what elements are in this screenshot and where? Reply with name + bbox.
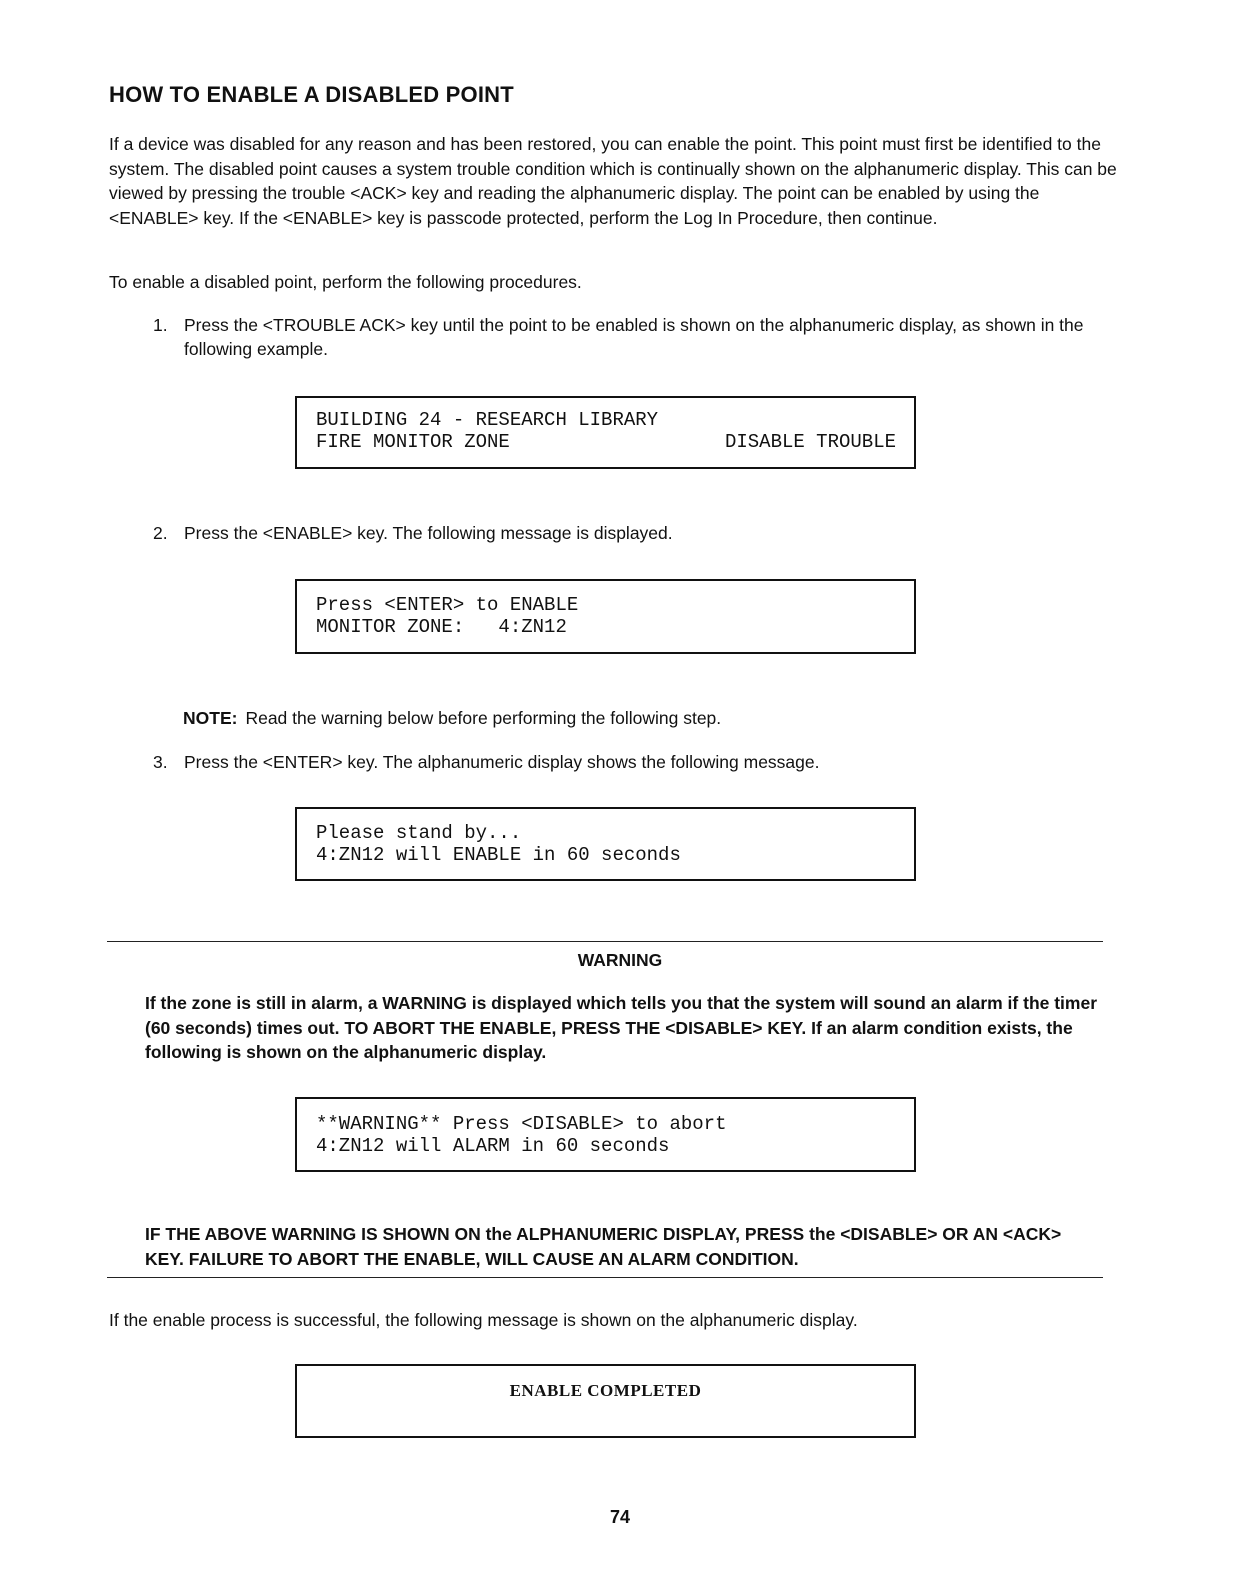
display-line-2: 4:ZN12 will ALARM in 60 seconds [316,1135,670,1157]
display-trouble-example [295,396,916,469]
display-line-1: Press <ENTER> to ENABLE [316,594,579,616]
step-text: Press the <TROUBLE ACK> key until the point to be enabled is shown on the alphanumeric display, as shown in the following example. [184,315,1084,359]
note [183,708,721,729]
step-number: 2. [153,523,168,543]
intro-paragraph: If a device was disabled for any reason and has been restored, you can enable the point. This point must first be identified to the system. The disabled point causes a system trouble condition which is continually shown on the alphanumeric display. This can be viewed by pressing the trouble <ACK> key and reading the alphanumeric display. The point can be enabled by using the <ENABLE> key. If the <ENABLE> key is passcode protected, perform the Log In Procedure, then continue. [109,134,1117,228]
display-line-2-status: DISABLE TROUBLE [724,431,896,453]
note-label: NOTE: [183,708,238,728]
page-number: 74 [609,1507,631,1527]
warning-bottom-rule [107,1277,1103,1278]
display-line-2: MONITOR ZONE: 4:ZN12 [316,616,567,638]
display-line-1: **WARNING** Press <DISABLE> to abort [316,1113,727,1135]
warning-body: If the zone is still in alarm, a WARNING is displayed which tells you that the system will sound an alarm if the timer (60 seconds) times out. TO ABORT THE ENABLE, PRESS THE <DISABLE> KEY. If an alarm condition exists, the following is shown on the alphanumeric display. [145,993,1098,1062]
step-text: Press the <ENTER> key. The alphanumeric display shows the following message. [184,752,820,772]
display-line-1: Please stand by... [316,822,522,844]
warning-top-rule [107,941,1103,942]
warning-caps-instruction: IF THE ABOVE WARNING IS SHOWN ON the ALPHANUMERIC DISPLAY, PRESS the <DISABLE> OR AN <ACK> KEY. FAILURE TO ABORT THE ENABLE, WILL CAUSE AN ALARM CONDITION. [145,1224,1062,1269]
lead-in-paragraph: To enable a disabled point, perform the following procedures. [109,272,582,292]
step-3 [153,750,1133,776]
display-enable-prompt [295,579,916,654]
step-number: 3. [153,752,168,772]
display-enable-completed [295,1364,916,1438]
display-stand-by [295,807,916,881]
warning-title: WARNING [577,950,663,970]
step-number: 1. [153,315,168,335]
display-line-2: FIRE MONITOR ZONE [316,431,510,453]
display-completed-text: ENABLE COMPLETED [509,1381,702,1400]
display-line-2: 4:ZN12 will ENABLE in 60 seconds [316,844,681,866]
step-1 [153,313,1133,363]
step-2 [153,521,1133,547]
note-text: Read the warning below before performing the following step. [245,708,722,728]
display-warning-abort [295,1097,916,1172]
success-paragraph: If the enable process is successful, the following message is shown on the alphanumeric display. [109,1310,858,1330]
page-title: HOW TO ENABLE A DISABLED POINT [109,82,514,107]
display-line-1: BUILDING 24 - RESEARCH LIBRARY [316,409,659,431]
step-text: Press the <ENABLE> key. The following message is displayed. [184,523,673,543]
